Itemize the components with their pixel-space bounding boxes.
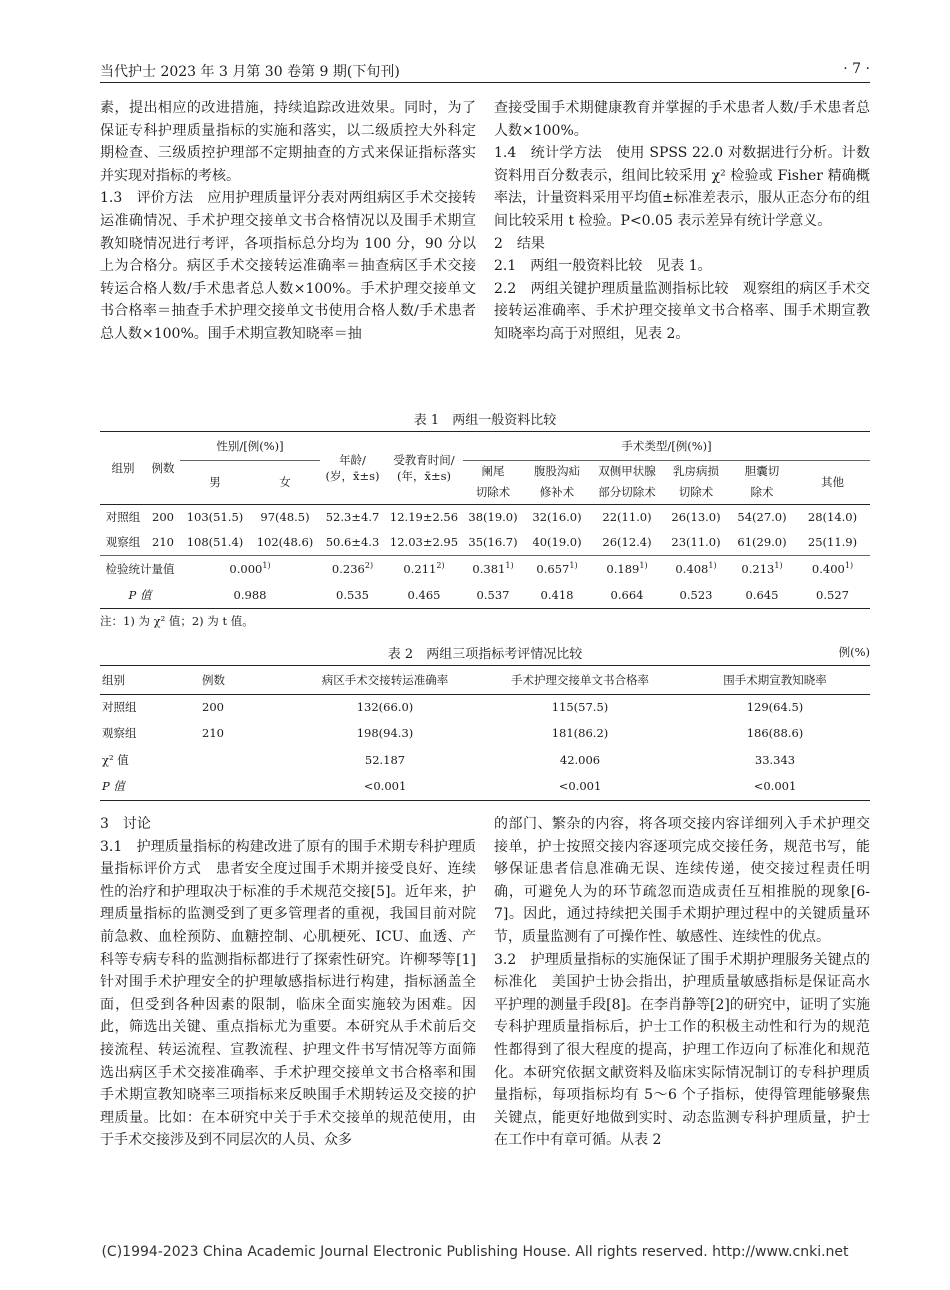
th-t1 — [463, 460, 523, 504]
th-age-l1: 年龄/ — [339, 452, 366, 467]
th-surgery-type: 手术类型/[例(%)] — [463, 432, 870, 460]
th-t1-l2: 切除术 — [475, 485, 511, 499]
table1-note: 注：1) 为 χ² 值；2) 为 t 值。 — [100, 614, 254, 628]
th-female: 女 — [279, 474, 291, 489]
page-number: · 7 · — [843, 61, 870, 77]
left-column-top — [100, 97, 476, 346]
cell: 38(19.0) — [468, 510, 518, 525]
cell: <0.001 — [558, 779, 602, 794]
table-row — [100, 773, 870, 800]
cell: 181(86.2) — [551, 725, 609, 740]
th-t3 — [591, 460, 663, 504]
table-row — [100, 555, 870, 582]
th-t6: 其他 — [821, 474, 844, 489]
journal-info: 当代护士 2023 年 3 月第 30 卷第 9 期(下旬刊) — [100, 64, 400, 80]
cell: 0.527 — [816, 587, 849, 602]
cell: 0.988 — [233, 587, 267, 602]
stat-value: 0.000 — [229, 561, 263, 576]
cell: 54(27.0) — [737, 510, 787, 525]
table-row — [100, 694, 870, 719]
cell: 42.006 — [559, 752, 601, 767]
cell — [463, 555, 523, 582]
th-t1-l1: 阑尾 — [481, 464, 505, 478]
cell: 观察组 — [105, 535, 141, 550]
cell: 对照组 — [102, 699, 137, 714]
th-t2-l2: 修补术 — [539, 485, 575, 499]
cell: 97(48.5) — [260, 510, 310, 525]
th-t5-l2: 除术 — [750, 485, 774, 499]
right-column-bottom — [494, 813, 870, 1152]
th-t3-l2: 部分切除术 — [598, 485, 656, 499]
table2-title: 表 2 两组三项指标考评情况比较 — [387, 647, 583, 662]
cell: 对照组 — [105, 510, 141, 525]
cell: 0.465 — [407, 587, 441, 602]
th-education-awareness: 围手术期宣教知晓率 — [723, 672, 827, 687]
th-t4-l2: 切除术 — [678, 485, 714, 499]
cell: 23(11.0) — [671, 535, 721, 550]
table-row — [100, 582, 870, 608]
table2-unit: 例(%) — [838, 645, 870, 659]
cell: <0.001 — [753, 779, 797, 794]
cell: 26(13.0) — [671, 510, 721, 525]
stat-value: 0.408 — [675, 561, 709, 576]
cell: 22(11.0) — [602, 510, 652, 525]
section-2-2: 2.2 两组关键护理质量监测指标比较 观察组的病区手术交接转运准确率、手术护理交接单文书合格率、围手术期宣教知晓率均高于对照组，见表 2。 — [494, 280, 870, 342]
th-age — [320, 432, 385, 504]
table2 — [100, 666, 870, 801]
cell: 108(51.4) — [186, 535, 244, 550]
cell: 61(29.0) — [737, 535, 787, 550]
th-male: 男 — [209, 474, 221, 489]
section-1-3: 1.3 评价方法 应用护理质量评分表对两组病区手术交接转运准确情况、手术护理交接单文书合格情况以及围手术期宣教知晓情况进行考评，各项指标总分均为 100 分，90 分以上为合格分。病区手术交接转运准确率＝抽查病区手术交接转运合格人数/手术患者总人数×100%。手术护理交接单文书合格率＝抽查手术护理交接单文书使用合格人数/手术患者总人数×100%。围手术期宣教知晓率＝抽 — [100, 190, 476, 342]
section-3-2: 3.2 护理质量指标的实施保证了围手术期护理服务关键点的标准化 美国护士协会指出，护理质量敏感指标是保证高水平护理的测量手段[8]。在李肖静等[2]的研究中，证明了实施专科护理质量指标后，护士工作的积极主动性和行为的规范性都得到了很大程度的提高，护理工作迈向了标准化和规范化。本研究依据文献资料及临床实际情况制订的专科护理质量指标，每项指标均有 5～6 个子指标，使得管理能够聚焦关键点，能更好地做到实时、动态监测专科护理质量，护士在工作中有章可循。从表 2 — [494, 951, 870, 1149]
cell: 52.3±4.7 — [325, 510, 380, 525]
stat-footnote: 2) — [436, 560, 445, 570]
table-row — [100, 504, 870, 530]
stat-footnote: 1) — [708, 560, 717, 570]
cell: 200 — [202, 699, 224, 714]
heading-discussion: 3 讨论 — [100, 816, 151, 832]
cell: 198(94.3) — [356, 725, 414, 740]
stat-value: 0.213 — [741, 561, 775, 576]
th-age-l2: (岁，x̄±s) — [325, 468, 380, 483]
left-column-bottom — [100, 813, 476, 1152]
cell: 102(48.6) — [256, 535, 314, 550]
table-row — [100, 530, 870, 555]
cell: χ² 值 — [102, 752, 129, 767]
table-row — [100, 719, 870, 746]
cell: 12.03±2.95 — [389, 535, 459, 550]
th-t5-l1: 胆囊切 — [744, 464, 780, 478]
th-t3-l1: 双侧甲状腺 — [598, 464, 656, 478]
stat-footnote: 1) — [569, 560, 578, 570]
stat-value: 0.189 — [606, 561, 640, 576]
stat-value: 0.657 — [536, 561, 570, 576]
cell: 200 — [152, 510, 174, 525]
section-3-1: 3.1 护理质量指标的构建改进了原有的围手术期专科护理质量指标评价方式 患者安全度过围手术期并接受良好、连续性的治疗和护理取决于标准的手术规范交接[5]。近年来，护理质量指标的监测受到了更多管理者的重视，我国目前对院前急救、血栓预防、血糖控制、心肌梗死、ICU、血透、产科等专病专科的监测指标都进行了探索性研究。许柳琴等[1]针对围手术护理安全的护理敏感指标进行构建，指标涵盖全面，但受到各种因素的限制，临床全面实施较为困难。因此，筛选出关键、重点指标尤为重要。本研究从手术前后交接流程、转运流程、宣教流程、护理文件书写情况等方面筛选出病区手术交接准确率、手术护理交接单文书合格率和围手术期宣教知晓率三项指标来反映围手术期转运及交接的护理质量。比如：在本研究中关于手术交接单的规范使用，由于手术交接涉及到不同层次的人员、众多 — [100, 838, 476, 1149]
cell — [320, 555, 385, 582]
cell: 28(14.0) — [807, 510, 858, 525]
cell: <0.001 — [363, 779, 407, 794]
cell — [385, 555, 463, 582]
stat-label: 检验统计量值 — [105, 561, 175, 576]
cell — [200, 746, 290, 773]
cell: 12.19±2.56 — [389, 510, 459, 525]
th-edu-l2: (年，x̄±s) — [397, 468, 451, 483]
th-t2-l1: 腹股沟疝 — [534, 464, 580, 478]
table1-title: 表 1 两组一般资料比较 — [413, 413, 557, 428]
cell — [729, 555, 795, 582]
paragraph: 查接受围手术期健康教育并掌握的手术患者人数/手术患者总人数×100%。 — [494, 100, 870, 139]
stat-value: 0.381 — [472, 561, 506, 576]
heading-results: 2 结果 — [494, 235, 545, 252]
cell: P 值 — [102, 779, 125, 794]
header-rule — [100, 82, 870, 83]
cell: 0.537 — [476, 587, 510, 602]
cell: 52.187 — [364, 752, 406, 767]
cell: 33.343 — [754, 752, 796, 767]
table-row — [100, 746, 870, 773]
stat-footnote: 1) — [774, 560, 783, 570]
stat-footnote: 2) — [364, 560, 374, 570]
cell: 103(51.5) — [186, 510, 244, 525]
cell — [180, 555, 320, 582]
th-edu — [385, 432, 463, 504]
cell: 210 — [152, 535, 174, 550]
cell: 210 — [202, 725, 224, 740]
cell: 0.523 — [679, 587, 713, 602]
right-column-top — [494, 97, 870, 346]
cell: 26(12.4) — [602, 535, 652, 550]
cell: 0.664 — [610, 587, 644, 602]
stat-footnote: 1) — [844, 560, 854, 570]
th-sex: 性别/[例(%)] — [180, 432, 320, 460]
cell: 50.6±4.3 — [325, 535, 380, 550]
cell: 35(16.7) — [468, 535, 518, 550]
stat-value: 0.211 — [403, 561, 437, 576]
stat-footnote: 1) — [639, 560, 648, 570]
th-t4 — [663, 460, 729, 504]
cell: 25(11.9) — [807, 535, 858, 550]
stat-footnote: 1) — [262, 560, 271, 570]
table1 — [100, 432, 870, 609]
cell — [795, 555, 870, 582]
paragraph: 素，提出相应的改进措施，持续追踪改进效果。同时，为了保证专科护理质量指标的实施和落实，以二级质控大外科定期检查、三级质控护理部不定期抽查的方式来保证指标落实并实现对指标的考核。 — [100, 100, 476, 184]
section-1-4: 1.4 统计学方法 使用 SPSS 22.0 对数据进行分析。计数资料用百分数表示，组间比较采用 χ² 检验或 Fisher 精确概率法，计量资料采用平均值±标准差表示，服从正态分布的组间比较采用 t 检验。P<0.05 表示差异有统计学意义。 — [494, 145, 870, 229]
cell: 0.645 — [745, 587, 779, 602]
cell: 0.418 — [540, 587, 574, 602]
cell: 观察组 — [102, 725, 137, 740]
cell — [523, 555, 591, 582]
th-handover-doc-rate: 手术护理交接单文书合格率 — [511, 672, 649, 687]
stat-value: 0.400 — [811, 561, 845, 576]
p-label: P 值 — [128, 587, 152, 602]
th-t4-l1: 乳房病损 — [673, 464, 719, 478]
th-transfer-accuracy: 病区手术交接转运准确率 — [321, 672, 449, 687]
stat-footnote: 1) — [505, 560, 514, 570]
th-group: 组别 — [111, 460, 135, 475]
cell: 32(16.0) — [532, 510, 582, 525]
th-t2 — [523, 460, 591, 504]
cell: 115(57.5) — [551, 699, 609, 714]
stat-value: 0.236 — [331, 561, 365, 576]
cell: 186(88.6) — [746, 725, 804, 740]
cell: 40(19.0) — [532, 535, 582, 550]
paragraph: 的部门、繁杂的内容，将各项交接内容详细列入手术护理交接单，护士按照交接内容逐项完成交接任务，规范书写，能够保证患者信息准确无误、连续传递，使交接过程责任明确，可避免人为的环节疏忽而造成责任互相推脱的现象[6-7]。因此，通过持续把关围手术期护理过程中的关键质量环节，质量监测有了可操作性、敏感性、连续性的优点。 — [494, 816, 870, 945]
cell: 132(66.0) — [356, 699, 414, 714]
cell — [200, 773, 290, 800]
th-count: 例数 — [151, 460, 175, 475]
cell: 0.535 — [336, 587, 369, 602]
th-edu-l1: 受教育时间/ — [393, 452, 455, 467]
copyright-footer: (C)1994-2023 China Academic Journal Electronic Publishing House. All rights reserved. http://www.cnki.net — [101, 1244, 849, 1260]
th-group: 组别 — [102, 672, 125, 687]
cell: 129(64.5) — [746, 699, 804, 714]
section-2-1: 2.1 两组一般资料比较 见表 1。 — [494, 258, 712, 275]
th-count: 例数 — [202, 672, 225, 687]
th-t5 — [729, 460, 795, 504]
cell — [591, 555, 663, 582]
cell — [663, 555, 729, 582]
